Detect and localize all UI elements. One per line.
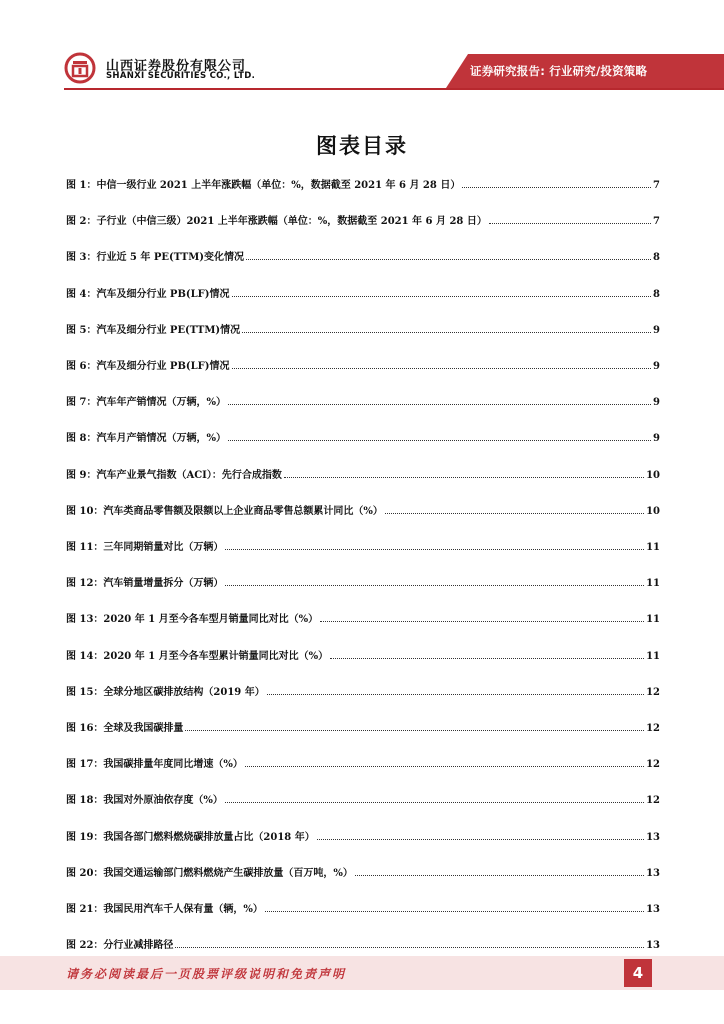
toc-leader-dots	[317, 830, 644, 840]
toc-entry-page: 11	[646, 614, 660, 626]
toc-leader-dots	[385, 504, 644, 514]
toc-entry-page: 9	[653, 324, 660, 336]
toc-leader-dots	[320, 612, 644, 622]
toc-entry[interactable]	[66, 285, 660, 305]
toc-entry-page: 12	[646, 686, 660, 698]
toc-entry-page: 11	[646, 542, 660, 553]
toc-entry-page: 12	[646, 795, 660, 807]
toc-entry[interactable]	[66, 574, 660, 594]
toc-leader-dots	[225, 793, 644, 803]
toc-leader-dots	[242, 323, 651, 333]
toc-leader-dots	[246, 250, 651, 260]
toc-entry-title: 图 7：汽车年产销情况（万辆，%）	[66, 397, 226, 409]
toc-entry-title: 图 3：行业近 5 年 PE(TTM)变化情况	[66, 252, 245, 264]
toc-leader-dots	[232, 359, 652, 369]
toc-leader-dots	[225, 540, 644, 550]
header-divider	[64, 88, 724, 90]
toc-leader-dots	[330, 649, 644, 659]
toc-entry[interactable]	[66, 212, 660, 232]
toc-entry-title: 图 14：2020 年 1 月至今各车型累计销量同比对比（%）	[66, 650, 329, 662]
toc-entry-page: 12	[646, 759, 660, 771]
toc-entry[interactable]	[66, 791, 660, 811]
toc-entry-title: 图 4：汽车及细分行业 PB(LF)情况	[66, 288, 230, 300]
toc-entry-title: 图 18：我国对外原油依存度（%）	[66, 795, 223, 807]
toc-entry-page: 10	[646, 505, 660, 517]
toc-entry-page: 13	[646, 831, 660, 843]
company-name-en: SHANXI SECURITIES CO., LTD.	[106, 71, 256, 81]
toc-leader-dots	[245, 757, 644, 767]
toc-entry-page: 12	[646, 723, 660, 734]
toc-entry-title: 图 16：全球及我国碳排量	[66, 723, 184, 734]
toc-entry[interactable]	[66, 357, 660, 377]
toc-leader-dots	[228, 431, 651, 441]
toc-entry-title: 图 15：全球分地区碳排放结构（2019 年）	[66, 686, 265, 698]
toc-entry-page: 9	[653, 361, 660, 372]
toc-entry-title: 图 19：我国各部门燃料燃烧碳排放量占比（2018 年）	[66, 831, 315, 843]
toc-entry[interactable]	[66, 828, 660, 848]
page-number: 4	[624, 959, 652, 987]
toc-entry[interactable]	[66, 538, 660, 558]
toc-entry-page: 7	[653, 216, 660, 228]
toc-leader-dots	[185, 721, 644, 731]
page-footer	[0, 956, 724, 990]
report-type-label: 证券研究报告: 行业研究/投资策略	[470, 64, 648, 78]
toc-entry[interactable]	[66, 719, 660, 739]
toc-entry[interactable]	[66, 176, 660, 196]
toc-leader-dots	[228, 395, 651, 405]
toc-entry-page: 8	[653, 288, 660, 300]
page-header	[0, 0, 724, 110]
toc-entry-title: 图 2：子行业（中信三级）2021 上半年涨跌幅（单位：%，数据截至 2021 年 6 月 28 日）	[66, 216, 487, 228]
footer-disclaimer: 请务必阅读最后一页股票评级说明和免责声明	[66, 967, 347, 981]
toc-leader-dots	[284, 468, 644, 478]
toc-leader-dots	[175, 938, 644, 948]
toc-entry[interactable]	[66, 321, 660, 341]
toc-entry[interactable]	[66, 864, 660, 884]
toc-leader-dots	[355, 866, 644, 876]
toc-entry-page: 10	[646, 469, 660, 481]
toc-entry-title: 图 20：我国交通运输部门燃料燃烧产生碳排放量（百万吨，%）	[66, 867, 353, 879]
toc-entry-page: 13	[646, 940, 660, 952]
toc-entry-title: 图 12：汽车销量增量拆分（万辆）	[66, 578, 224, 590]
toc-leader-dots	[265, 902, 644, 912]
toc-entry-page: 13	[646, 904, 660, 915]
toc-entry-page: 8	[653, 252, 660, 264]
toc-entry[interactable]	[66, 466, 660, 486]
toc-entry-page: 9	[653, 433, 660, 445]
toc-entry[interactable]	[66, 502, 660, 522]
toc-entry-title: 图 1：中信一级行业 2021 上半年涨跌幅（单位：%，数据截至 2021 年 6 月 28 日）	[66, 180, 461, 191]
toc-entry[interactable]	[66, 647, 660, 667]
toc-entry-title: 图 22：分行业减排路径	[66, 940, 174, 952]
toc-entry[interactable]	[66, 683, 660, 703]
toc-entry[interactable]	[66, 610, 660, 630]
shanxi-securities-logo-icon	[64, 52, 102, 84]
toc-entry-title: 图 11：三年同期销量对比（万辆）	[66, 542, 224, 553]
company-name-cn: 山西证券股份有限公司	[106, 59, 247, 74]
toc-leader-dots	[267, 685, 644, 695]
toc-entry-page: 11	[646, 650, 660, 662]
toc-entry-title: 图 13：2020 年 1 月至今各车型月销量同比对比（%）	[66, 614, 319, 626]
toc-leader-dots	[489, 214, 651, 224]
toc-entry-page: 13	[646, 867, 660, 879]
toc-entry-title: 图 5：汽车及细分行业 PE(TTM)情况	[66, 324, 241, 336]
toc-entry-page: 7	[653, 180, 660, 191]
toc-entry-title: 图 6：汽车及细分行业 PB(LF)情况	[66, 361, 230, 372]
toc-entry[interactable]	[66, 248, 660, 268]
toc-entry-page: 9	[653, 397, 660, 409]
toc-entry-title: 图 9：汽车产业景气指数（ACI）：先行合成指数	[66, 469, 282, 481]
toc-entry[interactable]	[66, 429, 660, 449]
toc-entry[interactable]	[66, 900, 660, 920]
toc-entry[interactable]	[66, 393, 660, 413]
toc-entry-title: 图 8：汽车月产销情况（万辆，%）	[66, 433, 226, 445]
toc-entry[interactable]	[66, 936, 660, 956]
toc-leader-dots	[232, 287, 652, 297]
toc-entry-title: 图 21：我国民用汽车千人保有量（辆，%）	[66, 904, 263, 915]
toc-leader-dots	[462, 178, 651, 188]
toc-leader-dots	[225, 576, 644, 586]
toc-entry-page: 11	[646, 578, 660, 590]
page-title: 图表目录	[316, 134, 408, 158]
toc-entry-title: 图 17：我国碳排量年度同比增速（%）	[66, 759, 243, 771]
toc-entry[interactable]	[66, 755, 660, 775]
toc-entry-title: 图 10：汽车类商品零售额及限额以上企业商品零售总额累计同比（%）	[66, 505, 383, 517]
